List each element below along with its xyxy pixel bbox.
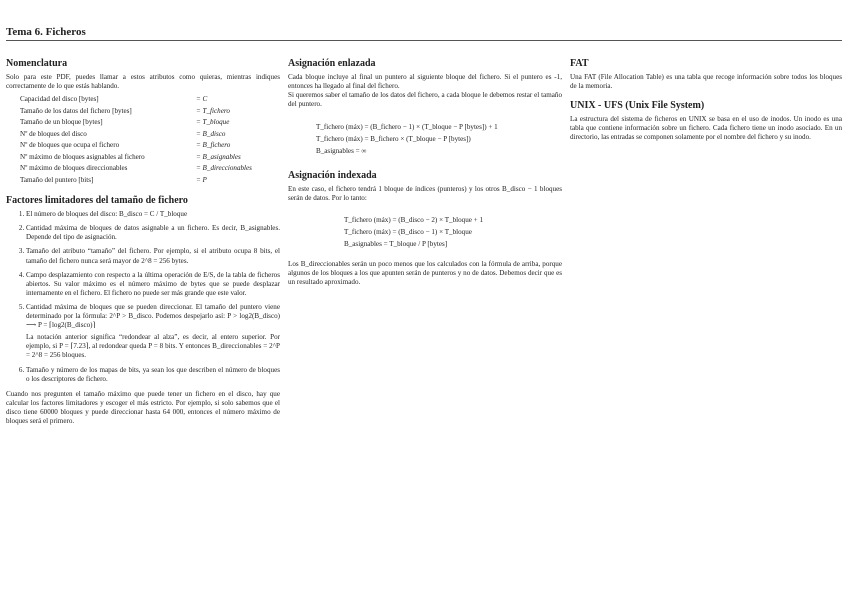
equation: T_fichero (máx) = (B_disco − 2) × T_bloque + 1 [344,215,483,224]
nomenclatura-label: Nº de bloques que ocupa el fichero [20,141,120,150]
factores-list [6,210,280,384]
nomenclatura-label: Tamaño de un bloque [bytes] [20,118,103,127]
nomenclatura-value: = B_disco [196,129,226,138]
indexada-equations [344,214,562,250]
nomenclatura-row [20,163,252,175]
factor-item: 6. Tamaño y número de los mapas de bits, ya sean los que describen el número de bloques o los descriptores de fichero. [26,366,280,384]
factores-heading: Factores limitadores del tamaño de fichero [6,195,188,207]
nomenclatura-label: Capacidad del disco [bytes] [20,95,99,104]
nomenclatura-row [20,106,252,118]
equation: T_fichero (máx) = (B_disco − 1) × T_bloque [344,227,472,236]
nomenclatura-label: Nº máximo de bloques asignables al fichero [20,152,145,161]
nomenclatura-heading: Nomenclatura [6,58,68,69]
nomenclatura-label: Nº de bloques del disco [20,129,87,138]
nomenclatura-table [20,94,252,186]
enlazada-heading: Asignación enlazada [288,58,376,69]
enlazada-p1: Cada bloque incluye al final un puntero al siguiente bloque del fichero. Si el puntero es -1, entonces ha llegado al final del fichero. [288,73,562,91]
unix-text: La estructura del sistema de ficheros en UNIX se basa en el uso de inodos. Un inodo es una tabla que contiene información sobre un fichero. Cada fichero tiene un inodo asociado. En un directorio, las entradas se componen solamente por el nombre del fichero y su inodo. [570,115,842,142]
nomenclatura-value: = T_bloque [196,118,230,127]
nomenclatura-row [20,117,252,129]
factores-closing: Cuando nos pregunten el tamaño máximo que puede tener un fichero en el disco, hay que calcular los factores limitadores y escoger el más estricto. Por ejemplo, si solo sabemos que el disco tiene 60000 bloques y puede direccionar hasta 64 000, entonces el número máximo de bloques será el primero. [6,389,280,425]
nomenclatura-row [20,175,252,187]
column-right [570,58,842,142]
factor-item: 2. Cantidad máxima de bloques de datos asignable a un fichero. Es decir, B_asignables. Depende del tipo de asignación. [26,224,280,242]
enlazada-p2: Si queremos saber el tamaño de los datos del fichero, a cada bloque le debemos restar el tamaño del puntero. [288,91,562,109]
nomenclatura-value: = C [196,95,208,104]
nomenclatura-value: = T_fichero [196,106,230,115]
indexada-p2: Los B_direccionables serán un poco menos que los calculados con la fórmula de arriba, porque algunos de los bloques a los que apunten serán de punteros y no de datos. Debemos decir que es un resultado aproximado. [288,259,562,286]
nomenclatura-label: Tamaño de los datos del fichero [bytes] [20,106,132,115]
nomenclatura-value: = B_direccionables [196,164,252,173]
nomenclatura-value: = B_fichero [196,141,231,150]
factor-item-text: Cantidad máxima de bloques que se pueden direccionar. El tamaño del puntero viene determinado por la fórmula: 2^P > B_disco. Podemos despejarlo así: P > log2(B_disco) ⟶ P = ⌈log2(B_disco)⌉ [26,302,280,330]
enlazada-equations [316,121,562,157]
factor-item: 4. Campo desplazamiento con respecto a la última operación de E/S, de la tabla de ficheros abiertos. Su valor máximo es el número máximo de bytes que se puede desplazar internamente en el fichero. El fichero no puede ser más grande que este valor. [26,271,280,298]
nomenclatura-row [20,94,252,106]
equation: T_fichero (máx) = B_fichero × (T_bloque − P [bytes]) [316,135,471,144]
nomenclatura-intro: Solo para este PDF, puedes llamar a estos atributos como quieras, mientras indiques correctamente de lo que estás hablando. [6,73,280,91]
indexada-heading: Asignación indexada [288,170,377,182]
fat-heading: FAT [570,58,589,69]
factor-note: La notación anterior significa “redondear al alza”, es decir, al entero superior. Por ejemplo, si P = ⌈7.23⌉, al redondear queda P = 8 bits. Y entonces B_direccionables = 2^P = 2^8 = 256 bloques. [26,333,280,360]
unix-heading: UNIX - UFS (Unix File System) [570,100,705,112]
nomenclatura-row [20,129,252,141]
nomenclatura-row [20,140,252,152]
nomenclatura-label: Nº máximo de bloques direccionables [20,164,128,173]
equation: T_fichero (máx) = (B_fichero − 1) × (T_bloque − P [bytes]) + 1 [316,123,498,132]
nomenclatura-label: Tamaño del puntero [bits] [20,175,94,184]
factor-item: 1. El número de bloques del disco: B_disco = C / T_bloque [26,210,280,219]
header-rule [6,40,842,41]
fat-text: Una FAT (File Allocation Table) es una tabla que recoge información sobre todos los bloques de la memoria. [570,73,842,91]
nomenclatura-value: = P [196,175,207,184]
equation: B_asignables = T_bloque / P [bytes] [344,239,448,248]
page-title: Tema 6. Ficheros [6,26,86,38]
factor-item [26,303,280,361]
indexada-p1: En este caso, el fichero tendrá 1 bloque de índices (punteros) y los otros B_disco − 1 bloques serán de datos. Por lo tanto: [288,185,562,203]
nomenclatura-row [20,152,252,164]
factor-item: 3. Tamaño del atributo “tamaño” del fichero. Por ejemplo, si el atributo ocupa 8 bits, el tamaño del fichero nunca será mayor de 2^8 = 256 bytes. [26,247,280,265]
nomenclatura-value: = B_asignables [196,152,241,161]
equation: B_asignables = ∞ [316,147,367,156]
column-left [6,58,280,426]
column-middle [288,58,562,287]
